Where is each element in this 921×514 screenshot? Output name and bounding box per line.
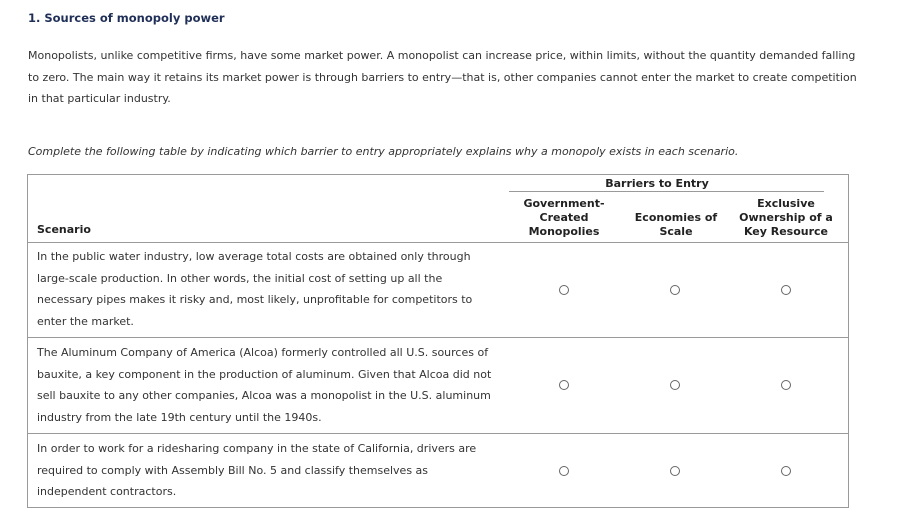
radio-row3-exclusive[interactable] [781,466,791,476]
scenario-text: In the public water industry, low average total costs are obtained only through large-scale production. In other words, the initial cost of setting up all the necessary pipes makes it risky and, most likely, unprofitable for competitors to enter the market. [37,250,473,328]
radio-row1-government[interactable] [559,285,569,295]
question-title: 1. Sources of monopoly power [28,11,225,25]
scenario-text: The Aluminum Company of America (Alcoa) formerly controlled all U.S. sources of bauxite, a key component in the production of aluminum. Given that Alcoa did not sell bauxite to any other companies, Alcoa was a monopolist in the U.S. aluminum industry from the late 19th century until the 1940s. [37,346,492,424]
scenario-text: In order to work for a ridesharing company in the state of California, drivers are required to comply with Assembly Bill No. 5 and classify themselves as independent contractors. [37,442,477,498]
radio-row2-government[interactable] [559,380,569,390]
radio-row2-exclusive[interactable] [781,380,791,390]
table-row [28,243,848,338]
radio-row2-economies[interactable] [670,380,680,390]
column-header-government: Government-Created Monopolies [523,197,605,238]
barriers-table [27,174,849,508]
intro-paragraph: Monopolists, unlike competitive firms, have some market power. A monopolist can increase price, within limits, without the quantity demanded falling to zero. The main way it retains its market power is through barriers to entry—that is, other companies cannot enter the market to create competition in that particular industry. [28,49,857,105]
radio-row3-economies[interactable] [670,466,680,476]
instruction-text: Complete the following table by indicating which barrier to entry appropriately explains why a monopoly exists in each scenario. [28,145,739,158]
table-row [28,338,848,434]
radio-row1-exclusive[interactable] [781,285,791,295]
radio-row1-economies[interactable] [670,285,680,295]
barriers-group-header: Barriers to Entry [605,177,709,190]
radio-row3-government[interactable] [559,466,569,476]
scenario-column-header: Scenario [37,223,91,236]
table-row [28,434,848,508]
group-header-divider [509,191,824,192]
column-header-economies: Economies of Scale [634,211,718,238]
column-header-exclusive: Exclusive Ownership of a Key Resource [739,197,833,238]
